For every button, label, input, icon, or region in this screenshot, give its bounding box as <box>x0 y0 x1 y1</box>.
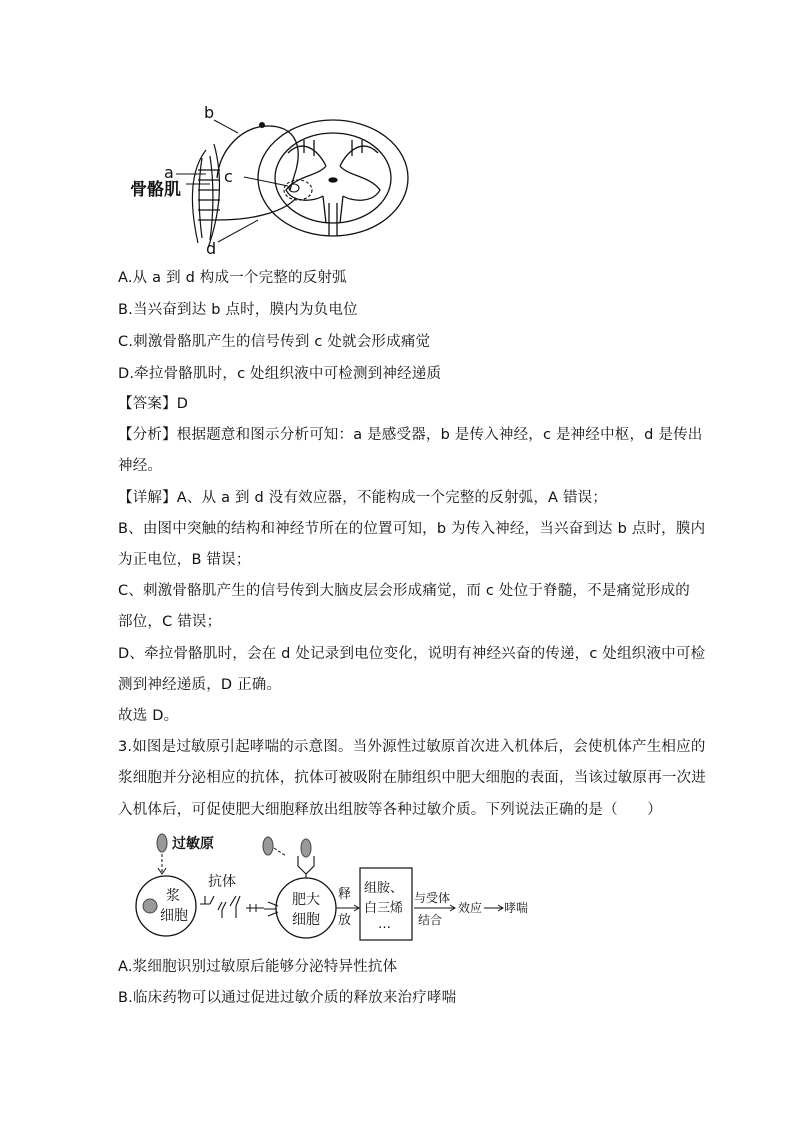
q3-option-b: B.临床药物可以通过促进过敏介质的释放来治疗哮喘 <box>118 990 457 1006</box>
conclusion: 故选 D。 <box>118 708 179 724</box>
label-c: c <box>224 167 233 186</box>
skeletal-muscle <box>192 144 220 248</box>
reflex-arc-figure <box>118 98 418 258</box>
plasma-label-2: 细胞 <box>160 908 188 924</box>
receptor-label-1: 与受体 <box>414 891 451 905</box>
detail-line-2: B、由图中突触的结构和神经节所在的位置可知，b 为传入神经，当兴奋到达 b 点时，膜内 <box>118 521 706 537</box>
label-muscle: 骨骼肌 <box>130 180 181 200</box>
spinal-cord <box>258 120 408 236</box>
asthma-figure <box>128 826 538 946</box>
q3-line-1: 3.如图是过敏原引起哮喘的示意图。当外源性过敏原首次进入机体后，会使机体产生相应的 <box>118 739 706 755</box>
detail-line-4: C、刺激骨骼肌产生的信号传到大脑皮层会形成痛觉，而 c 处位于脊髓，不是痛觉形成的 <box>118 583 691 599</box>
antibody-label: 抗体 <box>208 874 236 890</box>
q2-option-b: B.当兴奋到达 b 点时，膜内为负电位 <box>118 302 358 318</box>
asthma-label: 哮喘 <box>504 901 529 915</box>
mast-label-1: 肥大 <box>292 892 320 908</box>
release-label-1: 释 <box>338 887 352 902</box>
detail-line-7: 测到神经递质，D 正确。 <box>118 677 282 693</box>
detail-line-5: 部位，C 错误； <box>118 614 222 630</box>
release-label-2: 放 <box>338 913 352 928</box>
q3-line-2: 浆细胞并分泌相应的抗体，抗体可被吸附在肺组织中肥大细胞的表面，当该过敏原再一次进 <box>118 770 706 786</box>
label-d: d <box>206 239 217 258</box>
detail-line-6: D、牵拉骨骼肌时，会在 d 处记录到电位变化，说明有神经兴奋的传递，c 处组织液中可检 <box>118 646 706 662</box>
mast-cell <box>276 878 336 938</box>
q2-option-d: D.牵拉骨骼肌时，c 处组织液中可检测到神经递质 <box>118 366 442 382</box>
box-line-2: 白三烯 <box>364 901 404 916</box>
plasma-nucleus <box>143 899 157 913</box>
analysis-line-2: 神经。 <box>118 458 163 474</box>
allergen-particle-3 <box>301 839 311 857</box>
plasma-label-1: 浆 <box>166 888 180 904</box>
allergen-label: 过敏原 <box>172 836 214 852</box>
mast-label-2: 细胞 <box>292 912 320 928</box>
box-line-3: … <box>378 917 391 932</box>
label-b: b <box>204 103 215 122</box>
answer: 【答案】D <box>118 396 189 412</box>
ganglion-dot <box>259 122 265 128</box>
label-a: a <box>164 163 174 182</box>
center-c <box>284 180 312 200</box>
detail-line-1: 【详解】A、从 a 到 d 没有效应器，不能构成一个完整的反射弧，A 错误； <box>118 490 608 506</box>
allergen-particle-2 <box>263 837 273 855</box>
analysis-line-1: 【分析】根据题意和图示分析可知：a 是感受器，b 是传入神经，c 是神经中枢，d 是传出 <box>118 427 703 443</box>
q2-option-a: A.从 a 到 d 构成一个完整的反射弧 <box>118 270 347 286</box>
box-line-1: 组胺、 <box>364 881 404 896</box>
efferent-nerve-d <box>218 198 296 220</box>
q3-line-3: 入机体后，可促使肥大细胞释放出组胺等各种过敏介质。下列说法正确的是（ ） <box>118 802 662 818</box>
detail-line-3: 为正电位，B 错误； <box>118 552 251 568</box>
receptor-label-2: 结合 <box>418 913 443 927</box>
allergen-particle-1 <box>157 834 167 852</box>
q3-option-a: A.浆细胞识别过敏原后能够分泌特异性抗体 <box>118 959 398 975</box>
q2-option-c: C.刺激骨骼肌产生的信号传到 c 处就会形成痛觉 <box>118 334 431 350</box>
effect-label: 效应 <box>458 901 483 915</box>
antibody-icons <box>200 896 240 918</box>
